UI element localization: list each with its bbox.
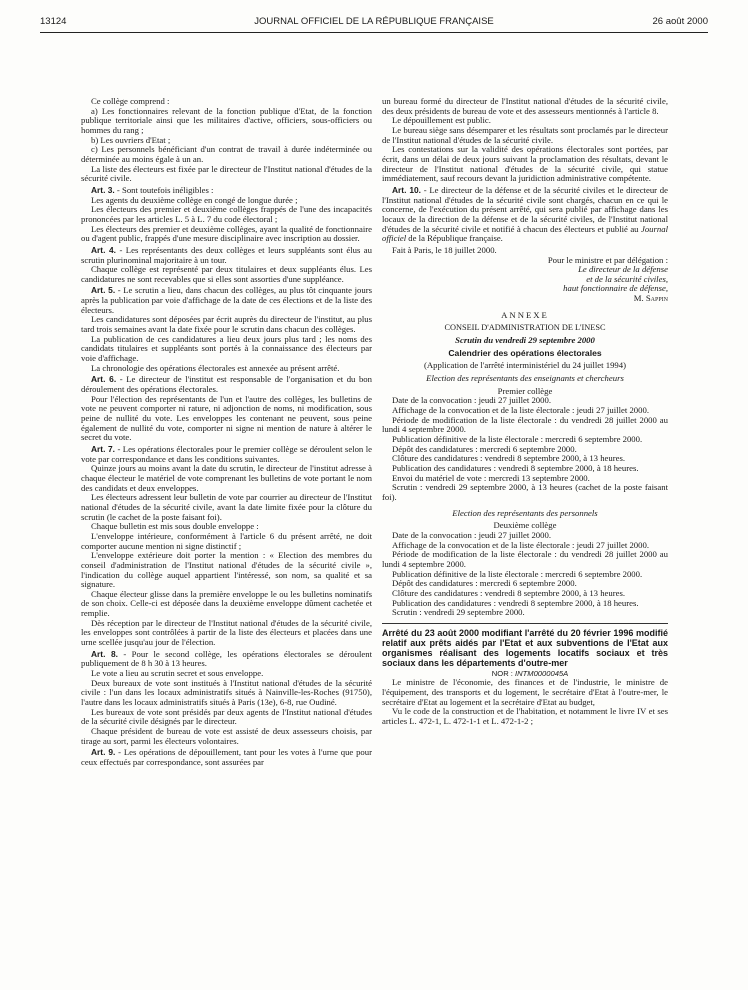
calendar-item: Clôture des candidatures : vendredi 8 septembre 2000, à 13 heures. bbox=[392, 453, 626, 464]
article-6: Art. 6. - Le directeur de l'institut est responsable de l'organisation et du bon déroulement des opérations électorales. bbox=[81, 374, 372, 395]
paragraph: Les électeurs adressent leur bulletin de vote par courrier au directeur de l'Institut national d'études de la sécurité civile, avant la date limite fixée pour la clôture du scrutin (le cachet de la poste faisant foi). bbox=[81, 492, 372, 522]
calendar-item: Scrutin : vendredi 29 septembre 2000, à 13 heures (cachet de la poste faisant foi). bbox=[382, 482, 668, 502]
annex-subtitle: CONSEIL D'ADMINISTRATION DE L'INESC bbox=[444, 323, 606, 333]
calendar-list-college-2 bbox=[382, 531, 668, 618]
paragraph: Chaque président de bureau de vote est assisté de deux assesseurs choisis, par tirage au sort, parmi les électeurs volontaires. bbox=[81, 726, 372, 746]
article-label: Art. 10. bbox=[392, 184, 421, 195]
calendar-item: Affichage de la convocation et de la liste électorale : jeudi 27 juillet 2000. bbox=[392, 405, 649, 416]
paragraph: Les électeurs des premier et deuxième collèges, ayant la qualité de fonctionnaire ou d'agent public, frappés d'une mesure disciplinaire avec inscription au dossier. bbox=[81, 223, 372, 244]
paragraph: Les agents du deuxième collège en congé de longue durée ; bbox=[91, 194, 298, 205]
paragraph: La chronologie des opérations électorales est annexée au présent arrêté. bbox=[91, 362, 340, 373]
calendar-item: Publication des candidatures : vendredi 8 septembre 2000, à 18 heures. bbox=[392, 597, 639, 608]
calendar-item: Clôture des candidatures : vendredi 8 septembre 2000, à 13 heures. bbox=[392, 587, 626, 598]
calendar-item: Publication définitive de la liste électorale : mercredi 6 septembre 2000. bbox=[392, 434, 643, 444]
article-4: Art. 4. - Les représentants des deux collèges et leurs suppléants sont élus au scrutin plurinominal majoritaire à un tour. bbox=[81, 244, 372, 265]
section-divider bbox=[382, 623, 668, 624]
annex-title: ANNEXE bbox=[501, 309, 549, 320]
nor-code: INTM0000045A bbox=[515, 668, 569, 678]
signatory-title: Le directeur de la défense bbox=[578, 264, 668, 275]
paragraph: La liste des électeurs est fixée par le directeur de l'Institut national d'études de la sécurité civile. bbox=[81, 163, 372, 184]
calendar-item: Dépôt des candidatures : mercredi 6 septembre 2000. bbox=[392, 443, 577, 454]
paragraph: c) Les personnels bénéficiant d'un contrat de travail à durée indéterminée ou déterminée au moins égale à un an. bbox=[81, 144, 372, 164]
calendar-item: Dépôt des candidatures : mercredi 6 septembre 2000. bbox=[392, 578, 577, 589]
header-rule bbox=[40, 32, 708, 33]
page-header bbox=[40, 16, 708, 30]
college-heading: Premier collège bbox=[497, 385, 553, 396]
paragraph: La publication de ces candidatures a lieu deux jours plus tard ; les noms des candidats titulaires et suppléants sont portés à la connaissance des électeurs par voie d'affichage. bbox=[81, 333, 372, 364]
paragraph: Chaque électeur glisse dans la première enveloppe le ou les bulletins nominatifs de son choix. Celle-ci est déposée dans la deuxième enveloppe dûment cachetée et remplie. bbox=[81, 588, 372, 619]
paragraph: Les électeurs des premier et deuxième collèges frappés de l'une des incapacités prononcées par les articles L. 5 à L. 7 du code électoral ; bbox=[81, 204, 372, 224]
article-7: Art. 7. - Les opérations électorales pour le premier collège se déroulent selon le vote par correspondance et dans les conditions suivantes. bbox=[81, 443, 372, 464]
journal-title: JOURNAL OFFICIEL DE LA RÉPUBLIQUE FRANÇAISE bbox=[254, 16, 494, 27]
signatory-title: et de la sécurité civiles, bbox=[586, 273, 668, 284]
calendar-list-college-1 bbox=[382, 396, 668, 502]
paragraph: Chaque bulletin est mis sous double enveloppe : bbox=[91, 521, 259, 532]
paragraph: Ce collège comprend : bbox=[91, 96, 170, 106]
college-heading: Deuxième collège bbox=[493, 520, 557, 531]
article-9: Art. 9. - Les opérations de dépouillement, tant pour les votes à l'urne que pour ceux effectués par correspondance, sont assurées par bbox=[81, 747, 372, 767]
article-3: Art. 3. - Sont toutefois inéligibles : bbox=[91, 184, 214, 195]
paragraph: Le dépouillement est public. bbox=[392, 115, 491, 126]
application-note: (Application de l'arrêté interministériel du 24 juillet 1994) bbox=[423, 360, 627, 371]
paragraph: Le bureau siège sans désemparer et les résultats sont proclamés par le directeur de l'Institut national d'études de la sécurité civile. bbox=[382, 124, 668, 145]
article-5: Art. 5. - Le scrutin a lieu, dans chacun des collèges, au plus tôt cinquante jours après la publication par voie d'affichage de la date de ces élections et de la liste des électeurs. bbox=[81, 285, 372, 315]
paragraph: L'enveloppe intérieure, conformément à l'article 6 du présent arrêté, ne doit comporter aucune mention ni signe distinctif ; bbox=[81, 530, 372, 551]
article-label: Art. 3. bbox=[91, 184, 115, 195]
paragraph: Quinze jours au moins avant la date du scrutin, le directeur de l'institut adresse à chaque électeur le matériel de vote comprenant les bulletins de vote portant le nom des candidats et deux enveloppes. bbox=[81, 463, 372, 493]
calendar-item: Date de la convocation : jeudi 27 juillet 2000. bbox=[392, 529, 551, 540]
calendar-item: Période de modification de la liste électorale : du vendredi 28 juillet 2000 au lundi 4 septembre 2000. bbox=[382, 414, 668, 435]
page-number: 13124 bbox=[40, 16, 67, 27]
left-column bbox=[81, 97, 372, 768]
election-heading: Election des représentants des personnels bbox=[452, 507, 598, 518]
paragraph: L'enveloppe extérieure doit porter la mention : « Election des membres du conseil d'administration de l'Institut national d'études de la sécurité civile », l'indication du collège auquel appartient l'intéressé, son nom, sa qualité et sa signature. bbox=[81, 550, 372, 590]
article-label: Art. 6. bbox=[91, 374, 117, 385]
paragraph: Deux bureaux de vote sont institués à l'Institut national d'études de la sécurité civile : l'un dans les locaux administratifs situés à Nainville-les-Roches (91750), l'autre dans les locaux administratifs situés à Paris (13e), 6-8, rue Oudiné. bbox=[81, 677, 372, 708]
article-label: Art. 9. bbox=[91, 747, 116, 758]
article-8: Art. 8. - Pour le second collège, les opérations électorales se déroulent publiquement de 8 h 30 à 13 heures. bbox=[81, 648, 372, 669]
article-label: Art. 4. bbox=[91, 244, 117, 255]
paragraph: Le ministre de l'économie, des finances et de l'industrie, le ministre de l'équipement, des transports et du logement, le secrétaire d'Etat à l'outre-mer, le secrétaire d'Etat au logement et la secrétaire d'Etat au budget, bbox=[382, 677, 668, 707]
paragraph: Les contestations sur la validité des opérations électorales sont portées, par écrit, dans un délai de deux jours suivant la proclamation des résultats, devant le directeur de l'Institut national d'études de la sécurité civile, qui statue immédiatement, sauf recours devant la juridiction administrative compétente. bbox=[382, 144, 668, 184]
paragraph: un bureau formé du directeur de l'Institut national d'études de la sécurité civile, des deux présidents de bureau de vote et des assesseurs mentionnés à l'article 8. bbox=[382, 96, 668, 116]
paragraph: Dès réception par le directeur de l'Institut national d'études de la sécurité civile, les enveloppes sont contrôlées à partir de la liste des électeurs et placées dans une urne scellée jusqu'au jour de l'élection. bbox=[81, 617, 372, 648]
signature-date: Fait à Paris, le 18 juillet 2000. bbox=[392, 244, 497, 255]
paragraph: Vu le code de la construction et de l'habitation, et notamment le livre IV et ses articles L. 472-1, L. 472-1-1 et L. 472-1-2 ; bbox=[382, 706, 668, 726]
calendar-item: Affichage de la convocation et de la liste électorale : jeudi 27 juillet 2000. bbox=[392, 539, 649, 550]
scrutin-date: Scrutin du vendredi 29 septembre 2000 bbox=[455, 335, 595, 346]
decree-title: Arrêté du 23 août 2000 modifiant l'arrêté du 20 février 1996 modifié relatif aux prêts aidés par l'Etat et aux subventions de l'Etat aux organismes réalisant des logements locatifs sociaux et très sociaux dans les départements d'outre-mer bbox=[382, 627, 668, 669]
delegation-line: Pour le ministre et par délégation : bbox=[547, 254, 668, 265]
election-heading: Election des représentants des enseignants et chercheurs bbox=[426, 373, 624, 384]
right-column bbox=[382, 97, 668, 727]
calendar-item: Période de modification de la liste électorale : du vendredi 28 juillet 2000 au lundi 4 septembre 2000. bbox=[382, 549, 668, 569]
paragraph: b) Les ouvriers d'Etat ; bbox=[91, 134, 171, 145]
calendar-item: Date de la convocation : jeudi 27 juillet 2000. bbox=[392, 395, 551, 406]
calendar-item: Publication des candidatures : vendredi 8 septembre 2000, à 18 heures. bbox=[392, 462, 639, 473]
article-label: Art. 7. bbox=[91, 443, 116, 454]
article-label: Art. 5. bbox=[91, 285, 116, 296]
paragraph: Les bureaux de vote sont présidés par deux agents de l'Institut national d'études de la sécurité civile désignés par le directeur. bbox=[81, 706, 372, 727]
journal-reference: Journal officiel bbox=[382, 223, 668, 244]
paragraph: Chaque collège est représenté par deux titulaires et deux suppléants élus. Les candidatures ne sont recevables que si elles sont assorties d'une suppléance. bbox=[81, 264, 372, 284]
paragraph: Le vote a lieu au scrutin secret et sous enveloppe. bbox=[91, 668, 264, 679]
calendar-item: Scrutin : vendredi 29 septembre 2000. bbox=[392, 607, 525, 618]
calendar-item: Envoi du matériel de vote : mercredi 13 septembre 2000. bbox=[392, 472, 590, 483]
paragraph: a) Les fonctionnaires relevant de la fonction publique d'Etat, de la fonction publique territoriale ainsi que les militaires d'active, officiers, sous-officiers ou hommes du rang ; bbox=[81, 105, 372, 135]
paragraph: Les candidatures sont déposées par écrit auprès du directeur de l'institut, au plus tard trois semaines avant la date fixée pour le scrutin dans chacun des collèges. bbox=[81, 314, 372, 335]
signatory-name: M. Sappin bbox=[633, 293, 668, 304]
calendar-title: Calendrier des opérations électorales bbox=[448, 347, 602, 358]
article-label: Art. 8. bbox=[91, 648, 118, 659]
calendar-item: Publication définitive de la liste électorale : mercredi 6 septembre 2000. bbox=[392, 568, 643, 579]
nor-reference: NOR : INTM0000045A bbox=[491, 668, 569, 678]
issue-date: 26 août 2000 bbox=[652, 16, 708, 27]
article-10: Art. 10. - Le directeur de la défense et de la sécurité civiles et le directeur de l'Institut national d'études de la sécurité civile sont chargés, chacun en ce qui le concerne, de l'exécution du présent arrêté, qui sera publié par affichage dans les locaux de la direction de la défense et de la sécurité civiles, de l'Institut national d'études de la sécurité civile et notifié à chacun des électeurs et publié au Journal officiel de la République française. bbox=[382, 184, 668, 244]
paragraph: Pour l'élection des représentants de l'un et l'autre des collèges, les bulletins de vote ne peuvent comporter ni rature, ni adjonction de noms, ni modification, sous peine de nullité du vote. Les enveloppes les contenant ne peuvent, sous peine également de nullité du vote, comporter ni signe ni mention de nature à altérer le secret du vote. bbox=[81, 393, 372, 443]
signatory-title: haut fonctionnaire de défense, bbox=[563, 283, 668, 294]
